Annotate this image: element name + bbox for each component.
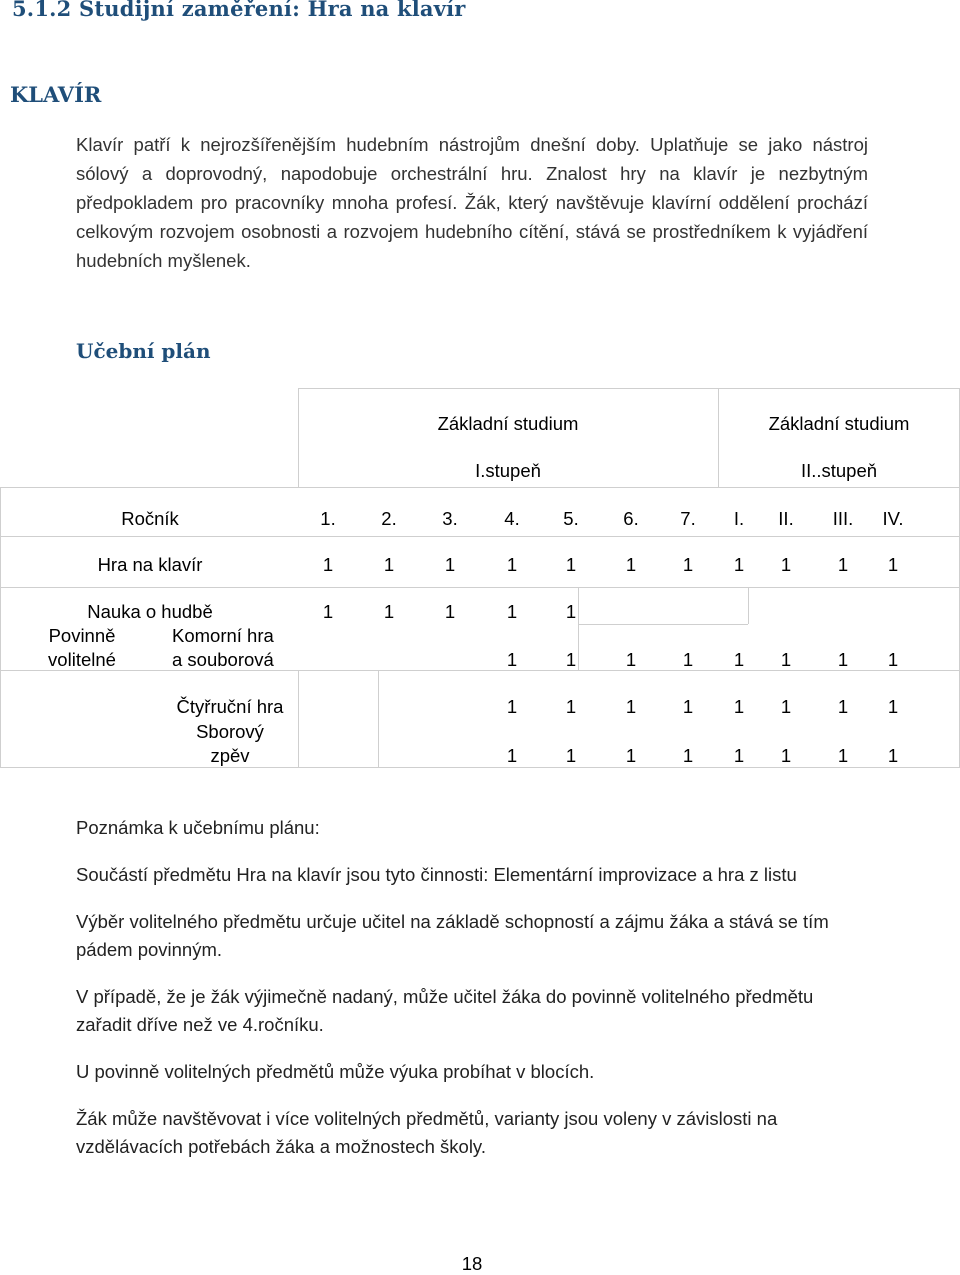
table-grid-line (0, 536, 960, 537)
table-cell: 1 (682, 696, 694, 717)
table-grid-line (748, 587, 749, 624)
notes-section (76, 814, 868, 1161)
table-cell: 1 (682, 745, 694, 766)
table-cell: 1 (887, 649, 899, 670)
year-header: 6. (623, 508, 639, 529)
table-cell: 1 (780, 696, 792, 717)
table-cell: 1 (625, 554, 637, 575)
table-cell: 1 (565, 554, 577, 575)
table-cell: 1 (506, 649, 518, 670)
table-cell: 1 (444, 601, 456, 622)
year-header: 5. (563, 508, 579, 529)
table-border-top (298, 388, 960, 389)
year-header: 2. (381, 508, 397, 529)
table-cell: 1 (322, 554, 334, 575)
table-cell: 1 (383, 554, 395, 575)
table-cell: 1 (506, 745, 518, 766)
table-grid-line (378, 670, 379, 767)
group-header-level: II..stupeň (800, 460, 878, 481)
table-cell: 1 (506, 696, 518, 717)
year-header: II. (778, 508, 794, 529)
instrument-heading: KLAVÍR (10, 82, 102, 107)
table-cell: 1 (383, 601, 395, 622)
year-header: 1. (320, 508, 336, 529)
table-grid-line (578, 587, 579, 670)
note-item: U povinně volitelných předmětů může výuka probíhat v blocích. (76, 1061, 595, 1082)
table-cell: 1 (625, 649, 637, 670)
row-group-label: Povinně (48, 625, 116, 646)
table-cell: 1 (837, 649, 849, 670)
curriculum-heading: Učební plán (76, 339, 211, 363)
table-cell: 1 (733, 649, 745, 670)
table-cell: 1 (506, 554, 518, 575)
year-header: I. (733, 508, 745, 529)
group-header-title: Základní studium (768, 413, 910, 434)
table-cell: 1 (565, 696, 577, 717)
row-label: a souborová (172, 649, 274, 670)
table-cell: 1 (733, 745, 745, 766)
table-grid-line (0, 487, 960, 488)
table-cell: 1 (837, 696, 849, 717)
table-cell: 1 (682, 649, 694, 670)
table-cell: 1 (682, 554, 694, 575)
table-cell: 1 (625, 696, 637, 717)
notes-heading: Poznámka k učebnímu plánu: (76, 817, 320, 838)
table-border-left (0, 487, 1, 768)
group-header-title: Základní studium (437, 413, 579, 434)
table-grid-line (0, 670, 960, 671)
row-label: Sborový (196, 721, 264, 742)
year-header: 4. (504, 508, 520, 529)
table-cell: 1 (565, 601, 577, 622)
note-item: Součástí předmětu Hra na klavír jsou tyto činnosti: Elementární improvizace a hra z listu (76, 864, 797, 885)
table-grid-line (718, 388, 719, 488)
row-label: Hra na klavír (97, 554, 203, 575)
table-cell: 1 (780, 554, 792, 575)
table-cell: 1 (625, 745, 637, 766)
table-cell: 1 (887, 554, 899, 575)
section-heading: 5.1.2 Studijní zaměření: Hra na klavír (12, 0, 466, 21)
note-item: Výběr volitelného předmětu určuje učitel na základě schopností a zájmu žáka a stává se tím pádem povinným. (76, 911, 829, 960)
table-cell: 1 (733, 554, 745, 575)
table-grid-line (298, 388, 299, 488)
table-cell: 1 (322, 601, 334, 622)
page-number: 18 (461, 1253, 483, 1274)
table-cell: 1 (506, 601, 518, 622)
table-grid-line (578, 624, 748, 625)
year-header: 3. (442, 508, 458, 529)
table-cell: 1 (837, 745, 849, 766)
row-label: zpěv (210, 745, 250, 766)
table-grid-line (298, 670, 299, 767)
table-grid-line (0, 587, 960, 588)
row-group-label: volitelné (48, 649, 116, 670)
row-label: Čtyřruční hra (176, 696, 284, 717)
table-cell: 1 (444, 554, 456, 575)
table-cell: 1 (780, 649, 792, 670)
intro-paragraph: Klavír patří k nejrozšířenějším hudebním nástrojům dnešní doby. Uplatňuje se jako nástroj sólový a doprovodný, napodobuje orchestrální hru. Znalost hry na klavír je nezbytným předpokladem pro pracovníky mnoha profesí. Žák, který navštěvuje klavírní oddělení prochází celkovým rozvojem osobnosti a rozvojem hudebního cítění, stává se prostředníkem k vyjádření hudebních myšlenek. (76, 134, 868, 271)
table-cell: 1 (837, 554, 849, 575)
row-label: Ročník (121, 508, 179, 529)
row-label: Komorní hra (172, 625, 274, 646)
table-cell: 1 (780, 745, 792, 766)
year-header: IV. (882, 508, 904, 529)
table-cell: 1 (887, 696, 899, 717)
row-label: Nauka o hudbě (87, 601, 213, 622)
table-cell: 1 (733, 696, 745, 717)
table-border-bottom (0, 767, 960, 768)
note-item: Žák může navštěvovat i více volitelných předmětů, varianty jsou voleny v závislosti na vzdělávacích potřebách žáka a možnostech školy. (76, 1108, 778, 1157)
note-item: V případě, že je žák výjimečně nadaný, může učitel žáka do povinně volitelného předmětu zařadit dříve než ve 4.ročníku. (76, 986, 814, 1035)
group-header-level: I.stupeň (475, 460, 541, 481)
year-header: 7. (680, 508, 696, 529)
table-cell: 1 (565, 745, 577, 766)
table-cell: 1 (565, 649, 577, 670)
table-cell: 1 (887, 745, 899, 766)
year-header: III. (832, 508, 854, 529)
